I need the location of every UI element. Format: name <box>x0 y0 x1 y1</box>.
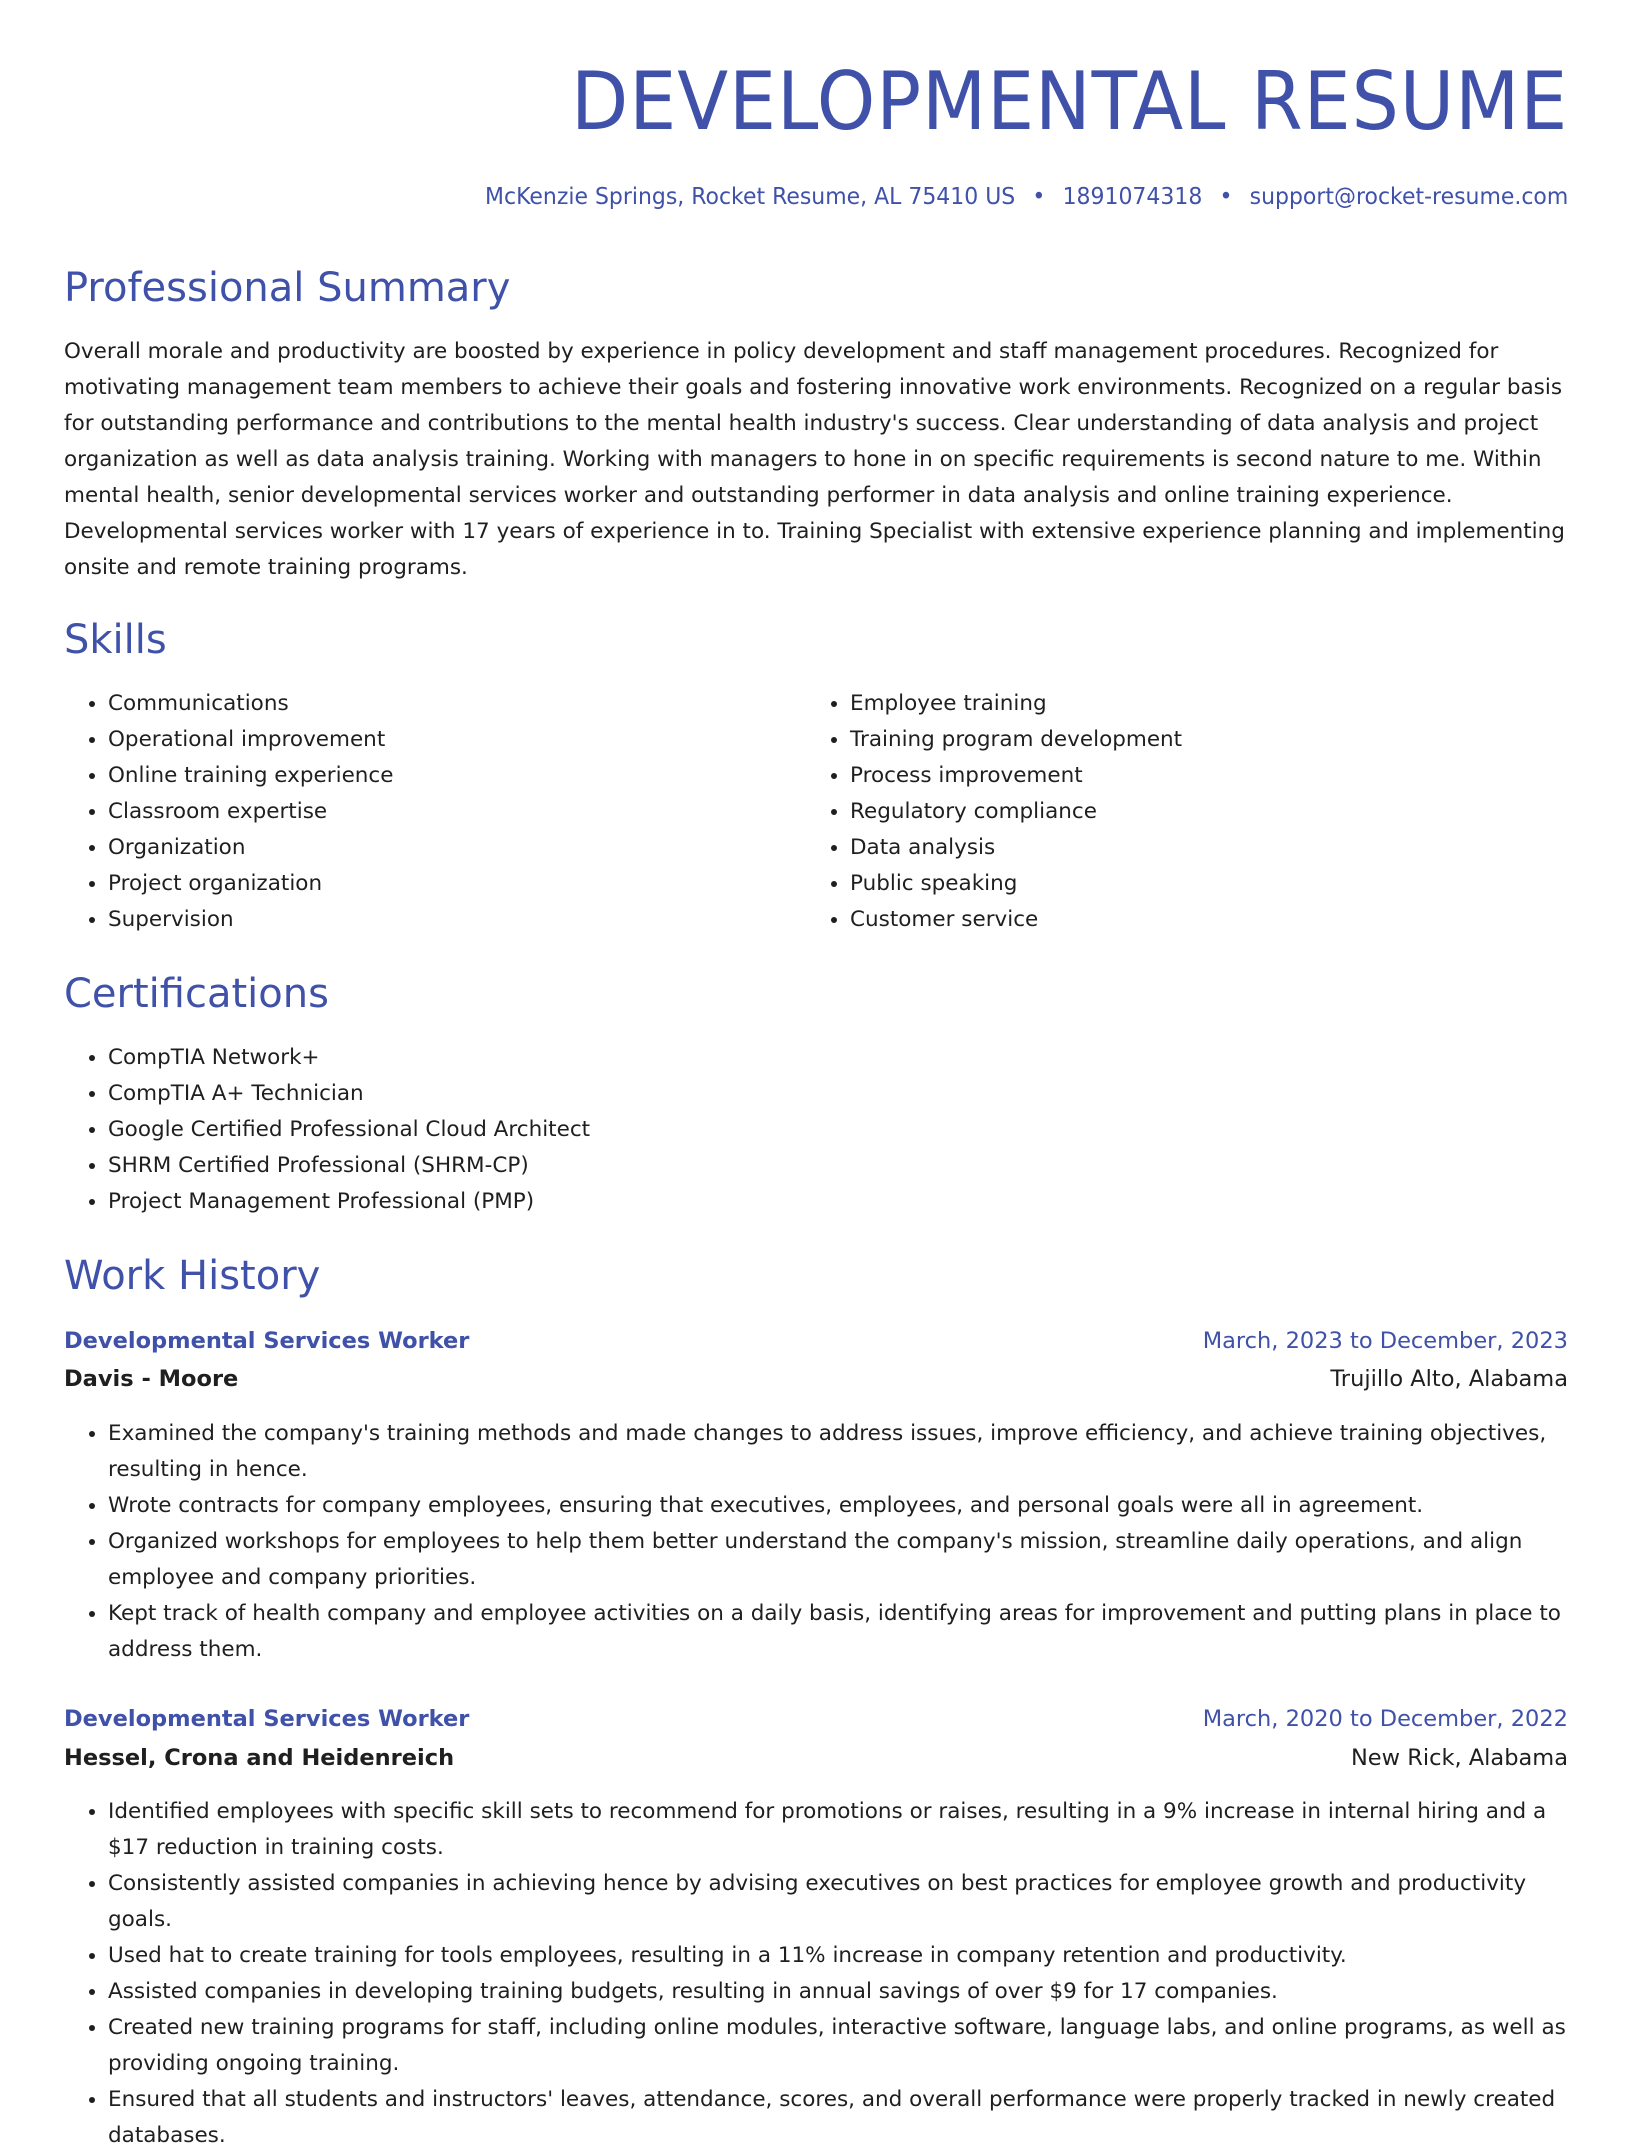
list-item: • Classroom expertise <box>108 794 808 830</box>
contact-phone: 1891074318 <box>1062 184 1203 210</box>
section-title-skills: Skills <box>64 617 167 663</box>
list-item: • Supervision <box>108 902 808 938</box>
job-bullets <box>64 1794 1568 2154</box>
list-item: • Regulatory compliance <box>850 794 1550 830</box>
list-item: • Wrote contracts for company employees, ensuring that executives, employees, and personal goals were all in agreement. <box>108 1488 1568 1524</box>
list-item: • Organization <box>108 830 808 866</box>
skills-list-right <box>806 686 1550 938</box>
summary-text: Overall morale and productivity are boosted by experience in policy development and staff management procedures. Recognized for motivating management team members to achieve their goals and fostering innovative work environments. Recognized on a regular basis for outstanding performance and contributions to the mental health industry's success. Clear understanding of data analysis and project organization as well as data analysis training. Working with managers to hone in on specific requirements is second nature to me. Within mental health, senior developmental services worker and outstanding performer in data analysis and online training experience. Developmental services worker with 17 years of experience in to. Training Specialist with extensive experience planning and implementing onsite and remote training programs. <box>64 339 1565 580</box>
list-item: • Process improvement <box>850 758 1550 794</box>
contact-separator: • <box>1032 184 1046 210</box>
job-location: New Rick, Alabama <box>1350 1745 1568 1771</box>
job-company: Davis - Moore <box>64 1366 239 1392</box>
list-item: • Google Certified Professional Cloud Architect <box>108 1112 1568 1148</box>
list-item: • Data analysis <box>850 830 1550 866</box>
list-item: • Kept track of health company and employee activities on a daily basis, identifying areas for improvement and putting plans in place to address them. <box>108 1596 1568 1668</box>
job-title: Developmental Services Worker <box>64 1328 470 1354</box>
list-item: • CompTIA A+ Technician <box>108 1076 1568 1112</box>
list-item: • Identified employees with specific skill sets to recommend for promotions or raises, resulting in a 9% increase in internal hiring and a $17 reduction in training costs. <box>108 1794 1568 1866</box>
section-title-summary: Professional Summary <box>64 265 511 311</box>
job-dates: March, 2020 to December, 2022 <box>1202 1706 1568 1732</box>
list-item: • CompTIA Network+ <box>108 1040 1568 1076</box>
list-item: • Customer service <box>850 902 1550 938</box>
list-item: • Created new training programs for staff, including online modules, interactive software, language labs, and online programs, as well as providing ongoing training. <box>108 2010 1568 2082</box>
job-location: Trujillo Alto, Alabama <box>1330 1366 1568 1392</box>
job-bullets <box>64 1416 1568 1668</box>
list-item: • Ensured that all students and instructors' leaves, attendance, scores, and overall performance were properly tracked in newly created databases. <box>108 2082 1568 2154</box>
list-item: • Employee training <box>850 686 1550 722</box>
contact-line <box>485 180 1568 214</box>
section-title-certifications: Certifications <box>64 971 329 1017</box>
job-dates: March, 2023 to December, 2023 <box>1202 1328 1568 1354</box>
list-item: • Assisted companies in developing training budgets, resulting in annual savings of over $9 for 17 companies. <box>108 1974 1568 2010</box>
list-item: • Online training experience <box>108 758 808 794</box>
list-item: • Training program development <box>850 722 1550 758</box>
skills-list-left <box>64 686 808 938</box>
list-item: • Project Management Professional (PMP) <box>108 1184 1568 1220</box>
job-title: Developmental Services Worker <box>64 1706 470 1732</box>
list-item: • Operational improvement <box>108 722 808 758</box>
list-item: • Project organization <box>108 866 808 902</box>
list-item: • Organized workshops for employees to help them better understand the company's mission, streamline daily operations, and align employee and company priorities. <box>108 1524 1568 1596</box>
contact-email: support@rocket-resume.com <box>1249 184 1568 210</box>
contact-separator: • <box>1219 184 1233 210</box>
section-title-work-history: Work History <box>64 1253 321 1299</box>
list-item: • Examined the company's training methods and made changes to address issues, improve efficiency, and achieve training objectives, resulting in hence. <box>108 1416 1568 1488</box>
job-company: Hessel, Crona and Heidenreich <box>64 1745 455 1771</box>
list-item: • Consistently assisted companies in achieving hence by advising executives on best practices for employee growth and productivity goals. <box>108 1866 1568 1938</box>
resume-name: DEVELOPMENTAL RESUME <box>570 55 1568 148</box>
list-item: • SHRM Certified Professional (SHRM-CP) <box>108 1148 1568 1184</box>
list-item: • Public speaking <box>850 866 1550 902</box>
list-item: • Communications <box>108 686 808 722</box>
certifications-list <box>64 1040 1568 1220</box>
list-item: • Used hat to create training for tools employees, resulting in a 11% increase in company retention and productivity. <box>108 1938 1568 1974</box>
contact-address: McKenzie Springs, Rocket Resume, AL 75410 US <box>484 184 1015 210</box>
